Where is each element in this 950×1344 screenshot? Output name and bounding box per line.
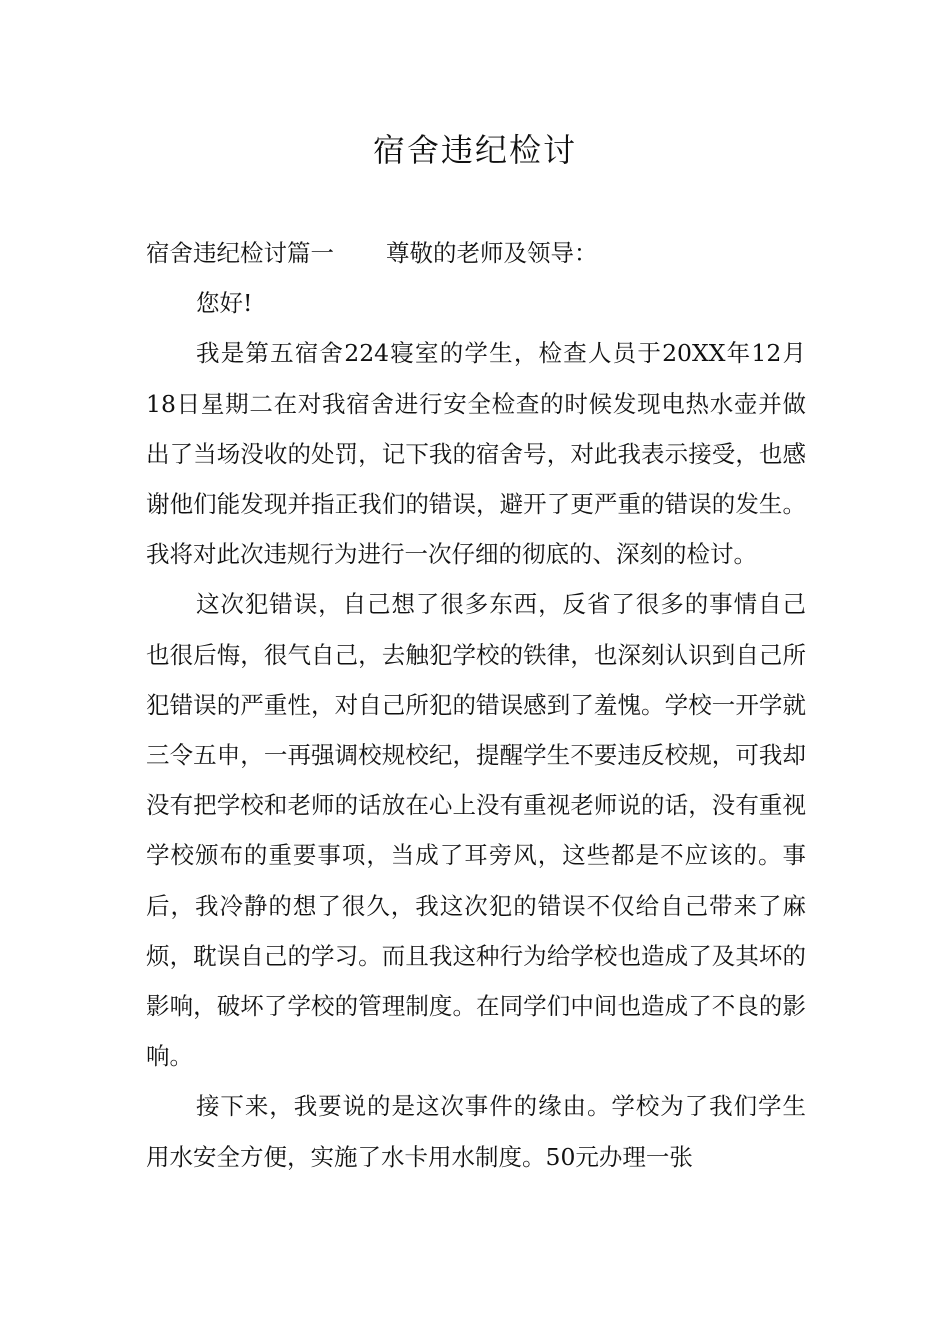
section-heading: 宿舍违纪检讨篇一: [146, 239, 334, 267]
greeting: 您好!: [196, 289, 253, 318]
paragraph-3: 接下来，我要说的是这次事件的缘由。学校为了我们学生用水安全方便，实施了水卡用水制度。50元办理一张: [146, 1092, 806, 1171]
document-title: 宿舍违纪检讨: [372, 131, 577, 169]
salutation: 尊敬的老师及领导：: [386, 239, 598, 267]
paragraph-2: 这次犯错误，自己想了很多东西，反省了很多的事情自己也很后悔，很气自己，去触犯学校的铁律，也深刻认识到自己所犯错误的严重性，对自己所犯的错误感到了羞愧。学校一开学就三令五申，一再强调校规校纪，提醒学生不要违反校规，可我却没有把学校和老师的话放在心上没有重视老师说的话，没有重视学校颁布的重要事项，当成了耳旁风，这些都是不应该的。事后，我冷静的想了很久，我这次犯的错误不仅给自己带来了麻烦，耽误自己的学习。而且我这种行为给学校也造成了及其坏的影响，破坏了学校的管理制度。在同学们中间也造成了不良的影响。: [146, 590, 806, 1071]
paragraph-1: 我是第五宿舍224寝室的学生，检查人员于20XX年12月18日星期二在对我宿舍进行安全检查的时候发现电热水壶并做出了当场没收的处罚，记下我的宿舍号，对此我表示接受，也感谢他们能发现并指正我们的错误，避开了更严重的错误的发生。我将对此次违规行为进行一次仔细的彻底的、深刻的检讨。: [146, 339, 806, 569]
document-body: [146, 228, 806, 1182]
heading-line: [146, 228, 806, 278]
